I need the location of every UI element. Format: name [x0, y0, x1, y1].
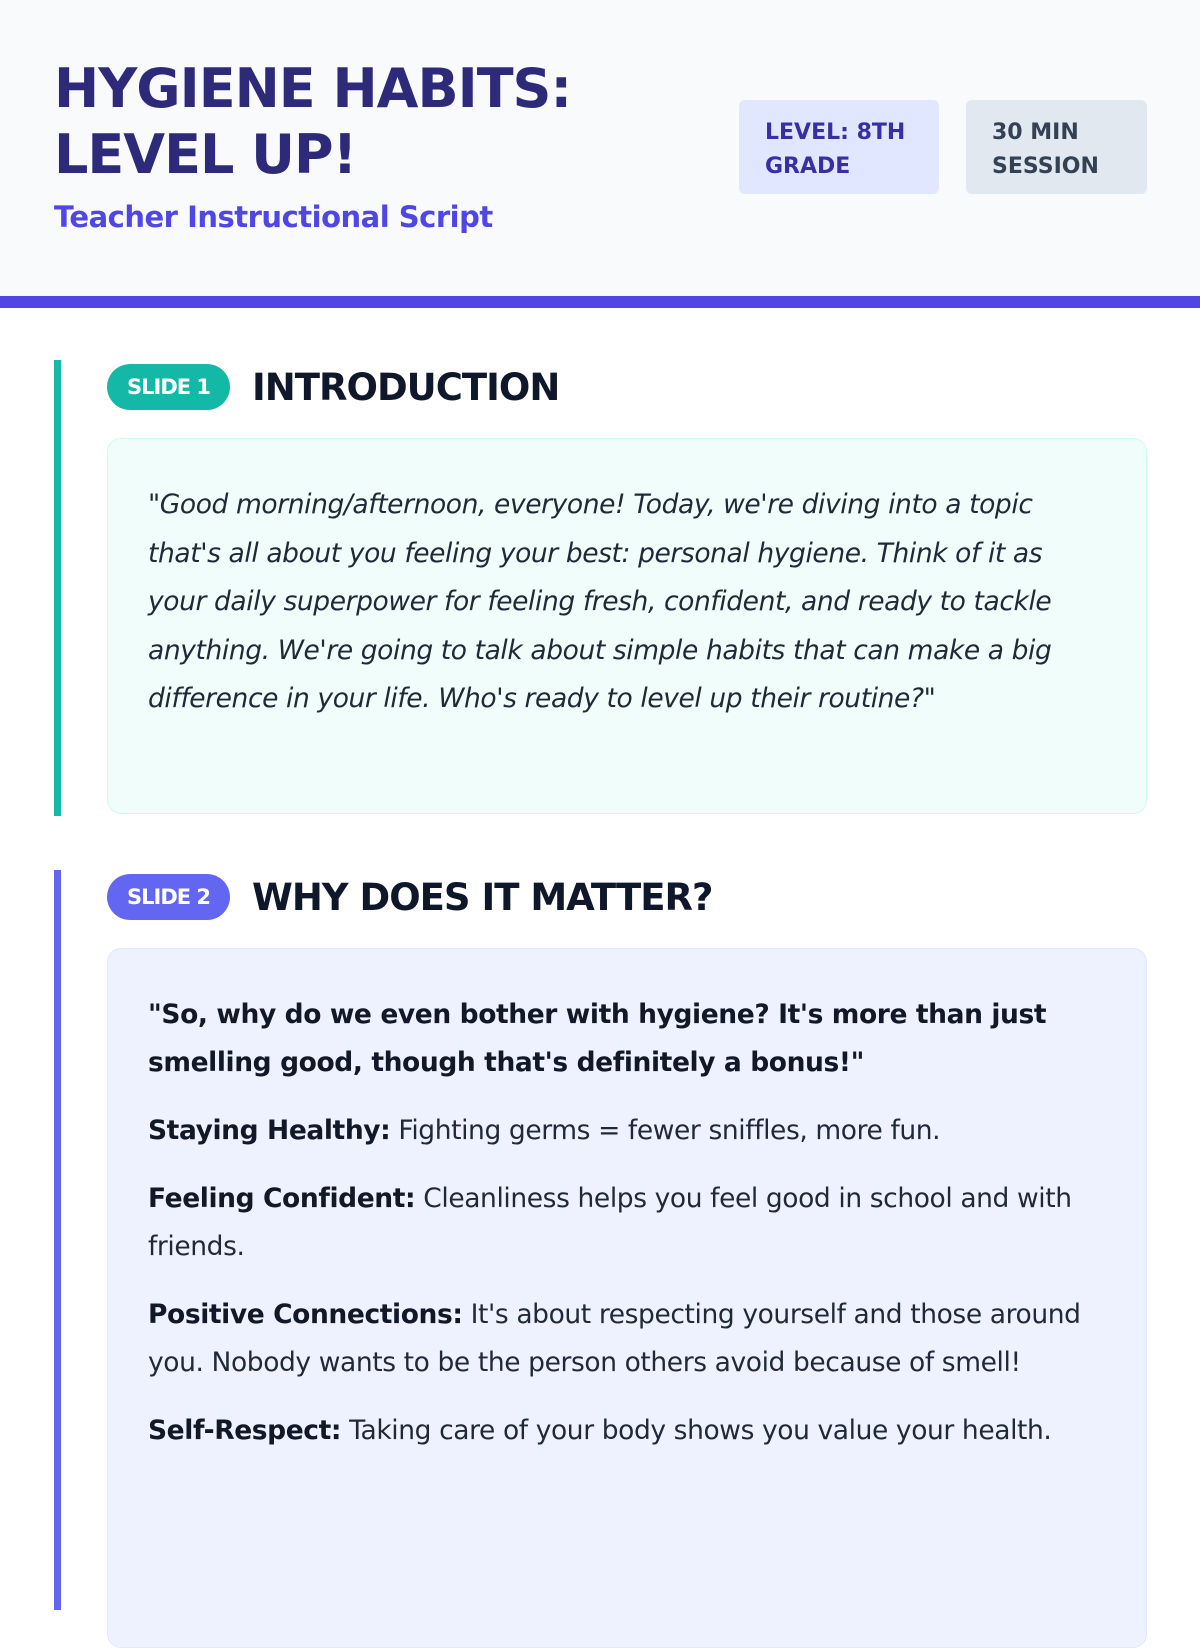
point-text: It's about respecting yourself and those around you. Nobody wants to be the person others avoid because of smell!: [148, 1299, 1081, 1378]
document-subtitle: Teacher Instructional Script: [54, 200, 493, 234]
list-item: [148, 1175, 1106, 1271]
slide-2-badge: SLIDE 2: [107, 874, 230, 920]
document-header: [0, 0, 1200, 308]
slide-1-section: [54, 360, 1147, 816]
title-block: [54, 56, 694, 234]
point-text: Cleanliness helps you feel good in school and with friends.: [148, 1183, 1072, 1262]
grade-level-badge: LEVEL: 8TH GRADE: [739, 100, 939, 194]
point-label: Self-Respect:: [148, 1415, 342, 1446]
slide-1-badge: SLIDE 1: [107, 364, 230, 410]
point-label: Positive Connections:: [148, 1299, 463, 1330]
point-label: Staying Healthy:: [148, 1115, 391, 1146]
slide-1-script-text: "Good morning/afternoon, everyone! Today, we're diving into a topic that's all about you feeling your best: personal hygiene. Think of it as your daily superpower for feeling fresh, confident, and ready to tackle anything. We're going to talk about simple habits that can make a big difference in your life. Who's ready to level up their routine?": [148, 489, 1052, 714]
title-line-1: HYGIENE HABITS:: [54, 57, 572, 120]
point-text: Taking care of your body shows you value your health.: [349, 1415, 1052, 1446]
slide-2-script-card: [107, 948, 1147, 1648]
slide-2-script-text: "So, why do we even bother with hygiene? It's more than just smelling good, though that's definitely a bonus!": [148, 999, 1047, 1078]
slide-1-script-card: [107, 438, 1147, 814]
list-item: [148, 1407, 1106, 1455]
slide-1-title: INTRODUCTION: [252, 365, 560, 409]
slide-2-section: [54, 870, 1147, 1610]
slide-1-heading: [107, 362, 1147, 412]
slide-2-title: WHY DOES IT MATTER?: [252, 875, 713, 919]
session-length-badge: 30 MIN SESSION: [966, 100, 1147, 194]
document-title: [54, 56, 694, 188]
slide-2-heading: [107, 872, 1147, 922]
list-item: [148, 1291, 1106, 1387]
title-line-2: LEVEL UP!: [54, 123, 357, 186]
point-text: Fighting germs = fewer sniffles, more fun.: [398, 1115, 941, 1146]
point-label: Feeling Confident:: [148, 1183, 416, 1214]
list-item: [148, 1107, 1106, 1155]
